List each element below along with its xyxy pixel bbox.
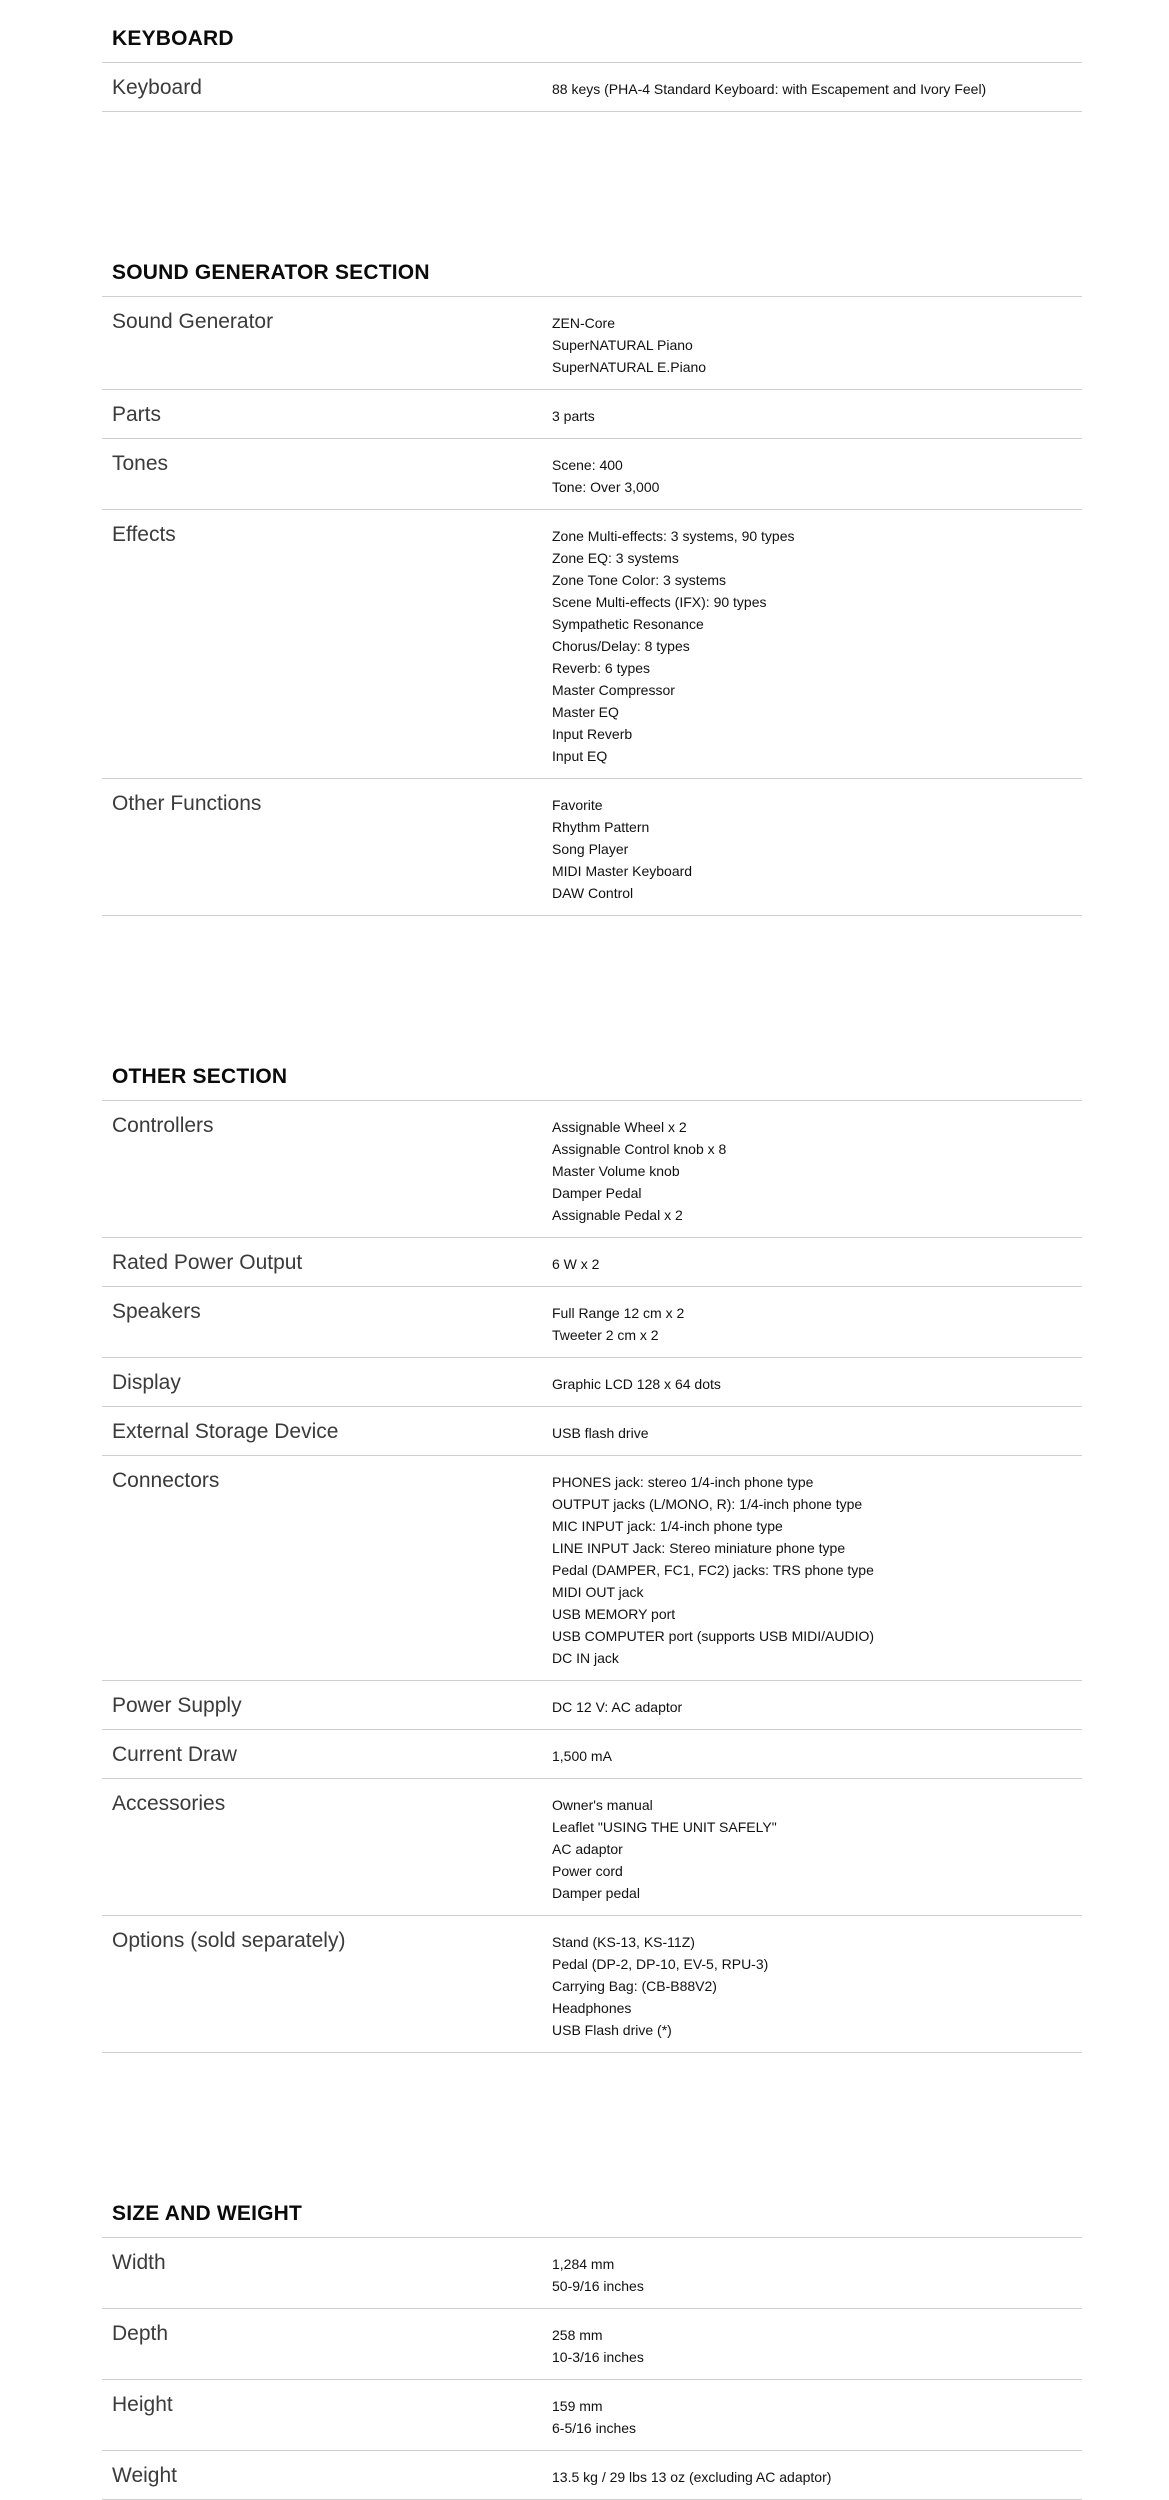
spec-value: USB flash drive: [552, 1425, 649, 1441]
spec-row: [102, 1456, 1082, 1681]
spec-value: Assignable Pedal x 2: [552, 1207, 683, 1223]
spec-values: [552, 1469, 1082, 1669]
spec-value: MIC INPUT jack: 1/4-inch phone type: [552, 1518, 783, 1534]
spec-values: [552, 2393, 1082, 2439]
spec-row: [102, 2309, 1082, 2380]
spec-value: Scene: 400: [552, 457, 623, 473]
spec-value: Rhythm Pattern: [552, 819, 650, 835]
spec-value: Zone Tone Color: 3 systems: [552, 572, 727, 588]
spec-value: 6 W x 2: [552, 1256, 600, 1272]
spec-label: Width: [112, 2251, 166, 2274]
spec-row: [102, 297, 1082, 390]
spec-value: Master EQ: [552, 704, 619, 720]
spec-row: [102, 1730, 1082, 1779]
spec-label: Rated Power Output: [112, 1251, 303, 1274]
spec-value: Zone EQ: 3 systems: [552, 550, 679, 566]
spec-value: OUTPUT jacks (L/MONO, R): 1/4-inch phone type: [552, 1496, 863, 1512]
section-spacer: [102, 916, 1082, 1036]
spec-row: [102, 779, 1082, 916]
spec-value: Input EQ: [552, 748, 608, 764]
spec-values: [552, 1694, 1082, 1718]
spec-value: DAW Control: [552, 885, 634, 901]
spec-values: [552, 1743, 1082, 1767]
spec-value: 1,284 mm: [552, 2256, 615, 2272]
spec-row: [102, 510, 1082, 779]
spec-values: [552, 452, 1082, 498]
spec-value: Owner's manual: [552, 1797, 653, 1813]
spec-value: USB COMPUTER port (supports USB MIDI/AUDIO): [552, 1628, 875, 1644]
section-heading: SOUND GENERATOR SECTION: [102, 232, 1082, 297]
spec-value: DC IN jack: [552, 1650, 619, 1666]
spec-value: Input Reverb: [552, 726, 633, 742]
spec-row: [102, 2451, 1082, 2500]
spec-values: [552, 310, 1082, 378]
spec-value: Tweeter 2 cm x 2: [552, 1327, 659, 1343]
spec-row: [102, 1407, 1082, 1456]
spec-value: 159 mm: [552, 2398, 603, 2414]
spec-value: Pedal (DP-2, DP-10, EV-5, RPU-3): [552, 1956, 769, 1972]
spec-value: Carrying Bag: (CB-B88V2): [552, 1978, 717, 1994]
spec-label: Controllers: [112, 1114, 214, 1137]
spec-label: Effects: [112, 523, 176, 546]
spec-values: [552, 2251, 1082, 2297]
spec-value: Pedal (DAMPER, FC1, FC2) jacks: TRS phone type: [552, 1562, 874, 1578]
spec-value: MIDI Master Keyboard: [552, 863, 693, 879]
spec-label: Tones: [112, 452, 169, 475]
spec-label: Power Supply: [112, 1694, 242, 1717]
spec-values: [552, 1114, 1082, 1226]
spec-value: Leaflet "USING THE UNIT SAFELY": [552, 1819, 777, 1835]
spec-label: Keyboard: [112, 76, 202, 99]
spec-value: Chorus/Delay: 8 types: [552, 638, 690, 654]
section-spacer: [102, 2053, 1082, 2173]
spec-row: [102, 2238, 1082, 2309]
spec-value: 3 parts: [552, 408, 595, 424]
section-heading: SIZE AND WEIGHT: [102, 2173, 1082, 2238]
spec-row: [102, 1101, 1082, 1238]
spec-values: [552, 1371, 1082, 1395]
spec-row: [102, 1238, 1082, 1287]
spec-section: [102, 0, 1082, 112]
spec-value: MIDI OUT jack: [552, 1584, 644, 1600]
spec-row: [102, 63, 1082, 112]
spec-value: ZEN-Core: [552, 315, 616, 331]
spec-value: Headphones: [552, 2000, 632, 2016]
spec-values: [552, 2464, 1082, 2488]
spec-value: Damper pedal: [552, 1885, 640, 1901]
spec-values: [552, 1251, 1082, 1275]
spec-value: Reverb: 6 types: [552, 660, 651, 676]
spec-row: [102, 1916, 1082, 2053]
spec-label: External Storage Device: [112, 1420, 339, 1443]
spec-value: Master Compressor: [552, 682, 675, 698]
spec-value: Tone: Over 3,000: [552, 479, 660, 495]
spec-value: Assignable Control knob x 8: [552, 1141, 727, 1157]
spec-row: [102, 1681, 1082, 1730]
spec-value: 6-5/16 inches: [552, 2420, 637, 2436]
spec-values: [552, 403, 1082, 427]
spec-value: Master Volume knob: [552, 1163, 680, 1179]
spec-row: [102, 1779, 1082, 1916]
spec-value: SuperNATURAL Piano: [552, 337, 693, 353]
spec-values: [552, 1929, 1082, 2041]
spec-label: Parts: [112, 403, 162, 426]
spec-values: [552, 1300, 1082, 1346]
spec-values: [552, 1420, 1082, 1444]
spec-value: 1,500 mA: [552, 1748, 612, 1764]
spec-section: [102, 232, 1082, 916]
spec-label: Height: [112, 2393, 173, 2416]
spec-value: LINE INPUT Jack: Stereo miniature phone type: [552, 1540, 846, 1556]
spec-value: PHONES jack: stereo 1/4-inch phone type: [552, 1474, 814, 1490]
spec-value: Power cord: [552, 1863, 623, 1879]
spec-value: Favorite: [552, 797, 603, 813]
spec-label: Options (sold separately): [112, 1929, 346, 1952]
spec-label: Speakers: [112, 1300, 201, 1323]
section-heading: KEYBOARD: [102, 0, 1082, 63]
spec-value: Zone Multi-effects: 3 systems, 90 types: [552, 528, 795, 544]
spec-section: [102, 1036, 1082, 2053]
spec-values: [552, 2322, 1082, 2368]
spec-value: Sympathetic Resonance: [552, 616, 704, 632]
spec-row: [102, 1287, 1082, 1358]
spec-row: [102, 390, 1082, 439]
spec-value: Full Range 12 cm x 2: [552, 1305, 685, 1321]
spec-value: 10-3/16 inches: [552, 2349, 644, 2365]
spec-label: Other Functions: [112, 792, 262, 815]
section-spacer: [102, 112, 1082, 232]
spec-label: Weight: [112, 2464, 177, 2487]
spec-value: Song Player: [552, 841, 629, 857]
spec-row: [102, 439, 1082, 510]
spec-value: Damper Pedal: [552, 1185, 642, 1201]
spec-label: Sound Generator: [112, 310, 274, 333]
spec-value: DC 12 V: AC adaptor: [552, 1699, 683, 1715]
spec-label: Depth: [112, 2322, 169, 2345]
spec-row: [102, 2380, 1082, 2451]
spec-value: Assignable Wheel x 2: [552, 1119, 687, 1135]
section-heading: OTHER SECTION: [102, 1036, 1082, 1101]
spec-value: 258 mm: [552, 2327, 603, 2343]
spec-values: [552, 523, 1082, 767]
spec-values: [552, 1792, 1082, 1904]
spec-row: [102, 1358, 1082, 1407]
spec-table: [102, 0, 1082, 2500]
spec-values: [552, 76, 1082, 100]
spec-value: 50-9/16 inches: [552, 2278, 644, 2294]
spec-values: [552, 792, 1082, 904]
spec-value: USB MEMORY port: [552, 1606, 676, 1622]
spec-value: AC adaptor: [552, 1841, 623, 1857]
spec-value: Scene Multi-effects (IFX): 90 types: [552, 594, 767, 610]
spec-label: Display: [112, 1371, 181, 1394]
spec-section: [102, 2173, 1082, 2500]
spec-value: Graphic LCD 128 x 64 dots: [552, 1376, 721, 1392]
spec-value: 88 keys (PHA-4 Standard Keyboard: with Escapement and Ivory Feel): [552, 81, 987, 97]
spec-value: 13.5 kg / 29 lbs 13 oz (excluding AC adaptor): [552, 2469, 832, 2485]
spec-value: Stand (KS-13, KS-11Z): [552, 1934, 695, 1950]
spec-value: USB Flash drive (*): [552, 2022, 672, 2038]
spec-label: Accessories: [112, 1792, 226, 1815]
spec-label: Connectors: [112, 1469, 220, 1492]
spec-label: Current Draw: [112, 1743, 237, 1766]
spec-value: SuperNATURAL E.Piano: [552, 359, 707, 375]
